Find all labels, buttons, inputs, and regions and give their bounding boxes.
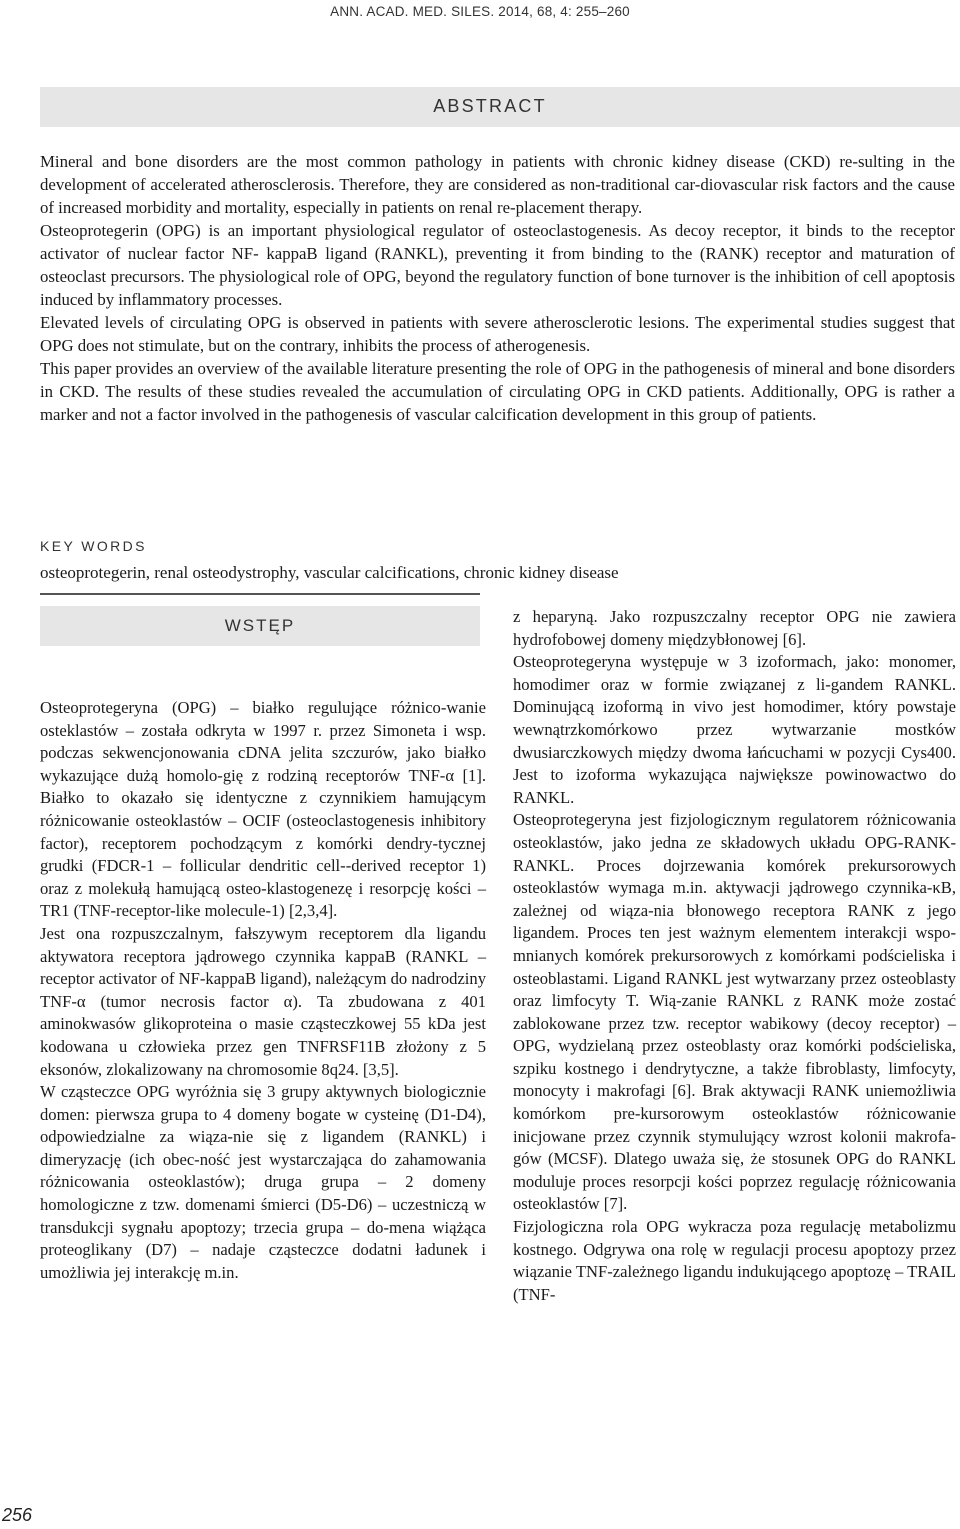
body-paragraph: Osteoprotegeryna jest fizjologicznym regulatorem różnicowania osteoklastów, jako jedna ze składowych układu OPG-RANK-RANKL. Proces dojrzewania komórek prekursorowych osteoklastów wymaga m.in. aktywacji jądrowego czynnika-κB, zależnej od wiąza-nia błonowego receptora RANK z jego ligandem. Proces ten jest ważnym elementem interakcji wspo-mnianych komórek prekursorowych z komórkami podścieliska i osteoblastami. Ligand RANKL jest wytwarzany przez osteoblasty oraz limfocyty T. Wią-zanie RANKL z RANK może zostać zablokowane przez tzw. receptor wabikowy (decoy receptor) – OPG, wydzielaną przez osteoblasty oraz komórki podścieliska, szpiku kostnego i dendrytyczne, a także fibroblasty, limfocyty, monocyty i makrofagi [6]. Brak aktywacji RANK uniemożliwia komórkom pre-kursorowym osteoklastów różnicowanie inicjowane przez czynnik stymulujący wzrost kolonii makrofa-gów (MCSF). Dlatego uważa się, że stosunek OPG do RANKL moduluje proces resorpcji kości poprzez regulację różnicowania osteoklastów [7]. [513,810,956,1214]
body-paragraph: Jest ona rozpuszczalnym, fałszywym receptorem dla ligandu aktywatora receptora jądrowego czynnika kappaB (RANKL – receptor activator of NF-kappaB ligand), należącym do nadrodziny TNF-α (tumor necrosis factor α). Ta zbudowana z 401 aminokwasów glikoproteina o masie cząsteczkowej 55 kDa jest kodowana u człowieka przez gen TNFRSF11B złożony z 5 eksonów, zlokalizowany na chromosomie 8q24. [3,5]. [40,923,487,1079]
abstract-paragraph: Mineral and bone disorders are the most common pathology in patients with chronic kidney disease (CKD) re-sulting in the development of accelerated atherosclerosis. Therefore, they are considered as non-traditional car-diovascular risk factors and the cause of increased morbidity and mortality, especially in patients on renal re-placement therapy. [40,152,955,217]
right-column [513,606,956,1306]
body-paragraph: Osteoprotegeryna występuje w 3 izoformach, jako: monomer, homodimer oraz w formie związanej z li-gandem RANKL. Dominującą izoformą in vivo jest homodimer, który powstaje wewnątrzkomórkowo przez wytwarzanie mostków dwusiarczkowych między dwoma łańcuchami w pozycji Cys400. Jest to izoforma wykazująca największe powinowactwo do RANKL. [513,652,956,807]
abstract-paragraph: This paper provides an overview of the available literature presenting the role of OPG in the pathogenesis of mineral and bone disorders in CKD. The results of these studies revealed the accumulation of circulating OPG in CKD patients. Additionally, OPG is rather a marker and not a factor involved in the pathogenesis of vascular calcification development in this group of patients. [40,359,955,424]
keywords-heading: KEY WORDS [40,538,147,554]
journal-header: ANN. ACAD. MED. SILES. 2014, 68, 4: 255–260 [330,4,630,19]
intro-title: WSTĘP [224,616,296,635]
abstract-title: ABSTRACT [433,96,547,116]
section-divider [40,593,480,595]
body-paragraph: Osteoprotegeryna (OPG) – białko regulujące różnico-wanie osteklastów – została odkryta w 1997 r. przez Simoneta i wsp. podczas sekwencjonowania cDNA jelita szczurów, jako białko wykazujące dużą homolo-gię z rodziną receptorów TNF-α [1]. Białko to okazało się identyczne z czynnikiem hamującym różnicowanie osteoklastów – OCIF (osteoclastogenesis inhibitory factor), receptorem pochodzącym z komórki dendry-tycznej grudki (FDCR-1 – follicular dendritic cell--derived receptor 1) oraz z molekułą hamującą osteo-klastogenezę i resorpcję kości – TR1 (TNF-receptor-like molecule-1) [2,3,4]. [40,698,486,921]
abstract-paragraph: Osteoprotegerin (OPG) is an important physiological regulator of osteoclastogenesis. As decoy receptor, it binds to the receptor activator of nuclear factor NF- kappaB ligand (RANKL), preventing it from binding to the (RANK) receptor and maturation of osteoclast precursors. The physiological role of OPG, beyond the regulatory function of bone turnover is the inhibition of cell apoptosis induced by inflammatory processes. [40,221,955,309]
body-paragraph: z heparyną. Jako rozpuszczalny receptor OPG nie zawiera hydrofobowej domeny międzybłonowej [6]. [513,607,956,649]
body-paragraph: Fizjologiczna rola OPG wykracza poza regulację metabolizmu kostnego. Odgrywa ona rolę w regulacji procesu apoptozy przez wiązanie TNF-zależnego ligandu indukującego apoptozę – TRAIL (TNF- [513,1217,956,1304]
keywords-text: osteoprotegerin, renal osteodystrophy, vascular calcifications, chronic kidney disease [40,563,619,582]
left-column [40,697,486,1284]
page-number: 256 [2,1505,33,1525]
abstract-paragraph: Elevated levels of circulating OPG is observed in patients with severe atherosclerotic lesions. The experimental studies suggest that OPG does not stimulate, but on the contrary, inhibits the process of atherogenesis. [40,313,955,355]
body-paragraph: W cząsteczce OPG wyróżnia się 3 grupy aktywnych biologicznie domen: pierwsza grupa to 4 domeny bogate w cysteinę (D1-D4), odpowiedzialne za wiąza-nie się z ligandem (RANKL) i dimeryzację (ich obec-ność jest wystarczająca do zahamowania różnicowania osteoklastów); druga grupa – 2 domeny homologiczne z tzw. domenami śmierci (D5-D6) – uczestniczą w transdukcji sygnału apoptozy; trzecia grupa – do-mena wiążąca proteoglikany (D7) – nadaje cząsteczce dodatni ładunek i umożliwia jej interakcję m.in. [40,1082,486,1282]
abstract-body [40,150,955,426]
